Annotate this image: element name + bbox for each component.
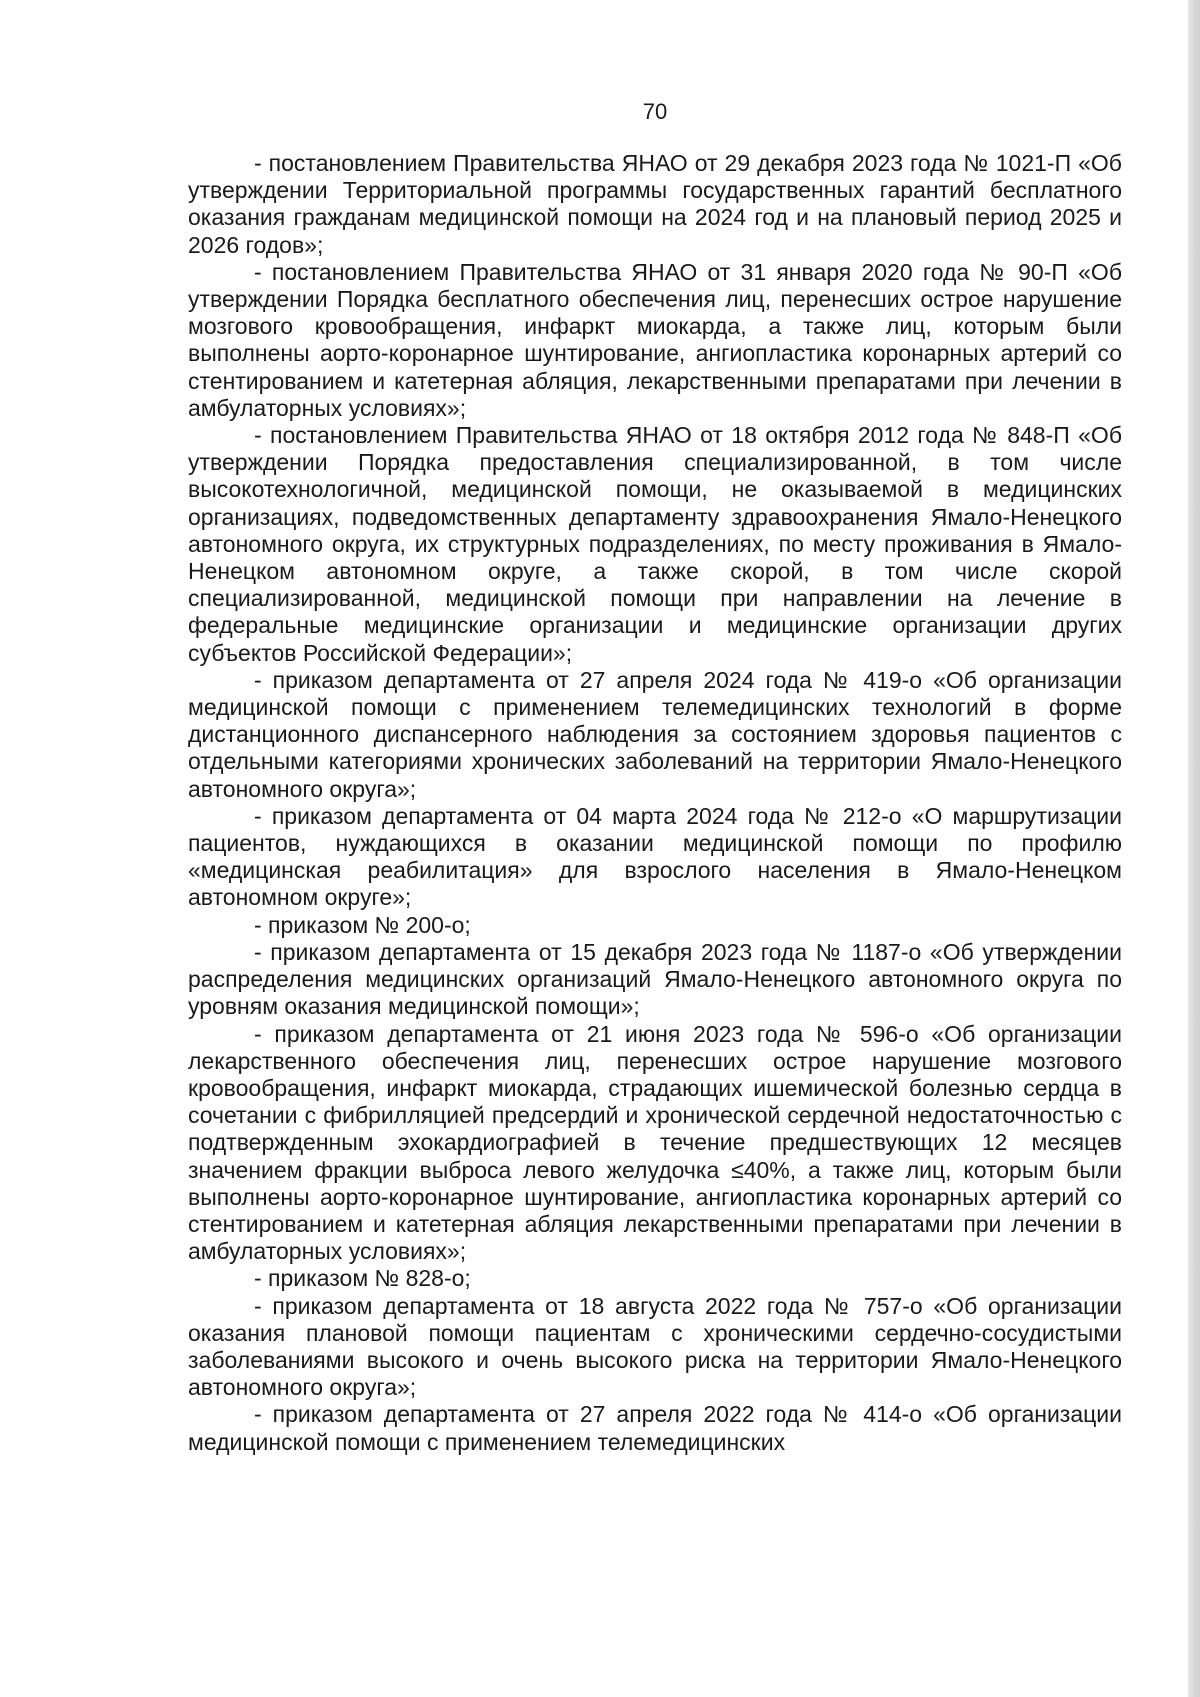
page-number: 70 [642,99,668,124]
paragraph-8: - приказом департамента от 21 июня 2023 года № 596-о «Об организации лекарственного обеспечения лиц, перенесших острое нарушение мозгового кровообращения, инфаркт миокарда, страдающих ишемической болезнью сердца в сочетании с фибрилляцией предсердий и хронической сердечной недостаточностью с подтвержденным эхокардиографией в течение предшествующих 12 месяцев значением фракции выброса левого желудочка ≤40%, а также лиц, которым были выполнены аорто-коронарное шунтирование, ангиопластика коронарных артерий со стентированием и катетерная абляция лекарственными препаратами при лечении в амбулаторных условиях»; [188,1020,1122,1265]
paragraph-11: - приказом департамента от 27 апреля 2022 года № 414-о «Об организации медицинской помощи с применением телемедицинских [188,1401,1122,1455]
paragraph-6: - приказом № 200-о; [254,911,471,938]
paragraph-5: - приказом департамента от 04 марта 2024 года № 212-о «О маршрутизации пациентов, нуждающихся в оказании медицинской помощи по профилю «медицинская реабилитация» для взрослого населения в Ямало-Ненецком автономном округе»; [188,802,1122,911]
page-edge-shadow [1188,0,1200,1697]
paragraph-10: - приказом департамента от 18 августа 2022 года № 757-о «Об организации оказания плановой помощи пациентам с хроническими сердечно-сосудистыми заболеваниями высокого и очень высокого риска на территории Ямало-Ненецкого автономного округа»; [188,1292,1122,1401]
paragraph-3: - постановлением Правительства ЯНАО от 18 октября 2012 года № 848-П «Об утверждении Порядка предоставления специализированной, в том числе высокотехнологичной, медицинской помощи, не оказываемой в медицинских организациях, подведомственных департаменту здравоохранения Ямало-Ненецкого автономного округа, их структурных подразделениях, по месту проживания в Ямало-Ненецком автономном округе, а также скорой, в том числе скорой специализированной, медицинской помощи при направлении на лечение в федеральные медицинские организации и медицинские организации других субъектов Российской Федерации»; [188,422,1122,666]
paragraph-4: - приказом департамента от 27 апреля 2024 года № 419-о «Об организации медицинской помощи с применением телемедицинских технологий в форме дистанционного диспансерного наблюдения за состоянием здоровья пациентов с отдельными категориями хронических заболеваний на территории Ямало-Ненецкого автономного округа»; [188,666,1122,802]
paragraph-2: - постановлением Правительства ЯНАО от 31 января 2020 года № 90-П «Об утверждении Порядка бесплатного обеспечения лиц, перенесших острое нарушение мозгового кровообращения, инфаркт миокарда, а также лиц, которым были выполнены аорто-коронарное шунтирование, ангиопластика коронарных артерий со стентированием и катетерная абляция, лекарственными препаратами при лечении в амбулаторных условиях»; [188,258,1122,421]
paragraph-7: - приказом департамента от 15 декабря 2023 года № 1187-о «Об утверждении распределения медицинских организаций Ямало-Ненецкого автономного округа по уровням оказания медицинской помощи»; [188,938,1122,1020]
paragraph-1: - постановлением Правительства ЯНАО от 29 декабря 2023 года № 1021-П «Об утверждении Территориальной программы государственных гарантий бесплатного оказания гражданам медицинской помощи на 2024 год и на плановый период 2025 и 2026 годов»; [188,150,1122,258]
paragraph-9: - приказом № 828-о; [254,1265,471,1292]
document-body [188,150,1122,1456]
